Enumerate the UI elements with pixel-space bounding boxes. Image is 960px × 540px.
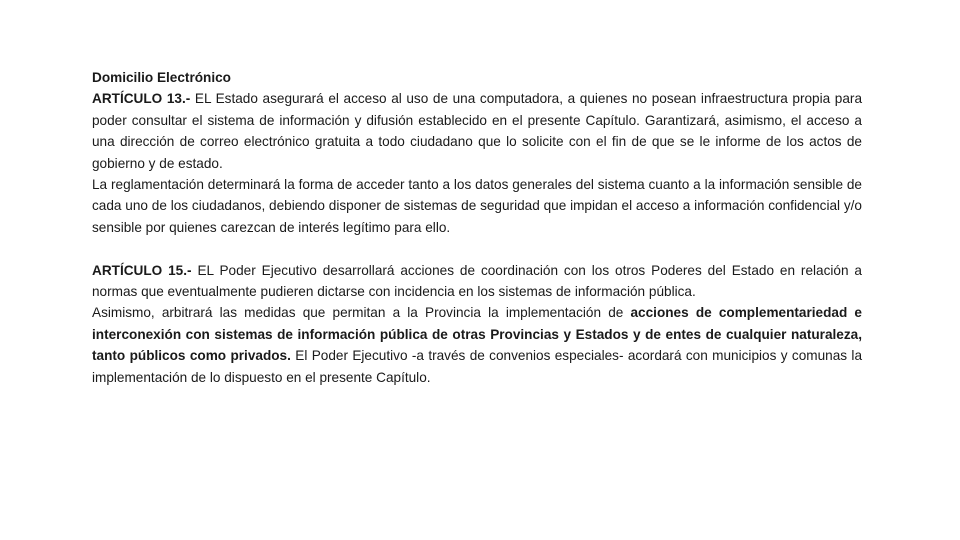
article-13-label: ARTÍCULO 13.- — [92, 91, 191, 107]
article-13-paragraph — [92, 88, 862, 174]
article-13-text: EL Estado asegurará el acceso al uso de una computadora, a quienes no posean infraestructura propia para poder consultar el sistema de información y difusión establecido en el presente Capítulo. Garantizará, asimismo, el acceso a una dirección de correo electrónico gratuita a todo ciudadano que lo solicite con el fin de que se le informe de los actos de gobierno y de estado. — [92, 91, 863, 171]
article-15-paragraph — [92, 260, 862, 303]
paragraph-spacer — [92, 238, 862, 259]
section-heading: Domicilio Electrónico — [92, 70, 231, 85]
article-15-p2-bold: acciones de complementariedad e interconexión con sistemas de información pública de otras Provincias y Estados y de entes de cualquier naturaleza, tanto públicos como privados. — [92, 305, 862, 364]
article-15-p2-end: El Poder Ejecutivo -a través de convenios especiales- acordará con municipios y comunas la implementación de lo dispuesto en el presente Capítulo. — [92, 348, 863, 385]
article-15-paragraph-2 — [92, 302, 862, 388]
article-15-text: EL Poder Ejecutivo desarrollará acciones de coordinación con los otros Poderes del Estado en relación a normas que eventualmente pudieren dictarse con incidencia en los sistemas de información pública. — [92, 262, 862, 300]
article-15-label: ARTÍCULO 15.- — [92, 262, 192, 278]
document-body — [92, 67, 862, 388]
article-13-paragraph-2: La reglamentación determinará la forma de acceder tanto a los datos generales del sistema cuanto a la información sensible de cada uno de los ciudadanos, debiendo disponer de sistemas de seguridad que impidan el acceso a información confidencial y/o sensible por quienes carezcan de interés legítimo para ello. — [92, 177, 862, 235]
article-15-p2-intro: Asimismo, arbitrará las medidas que permitan a la Provincia la implementación de — [92, 305, 624, 321]
